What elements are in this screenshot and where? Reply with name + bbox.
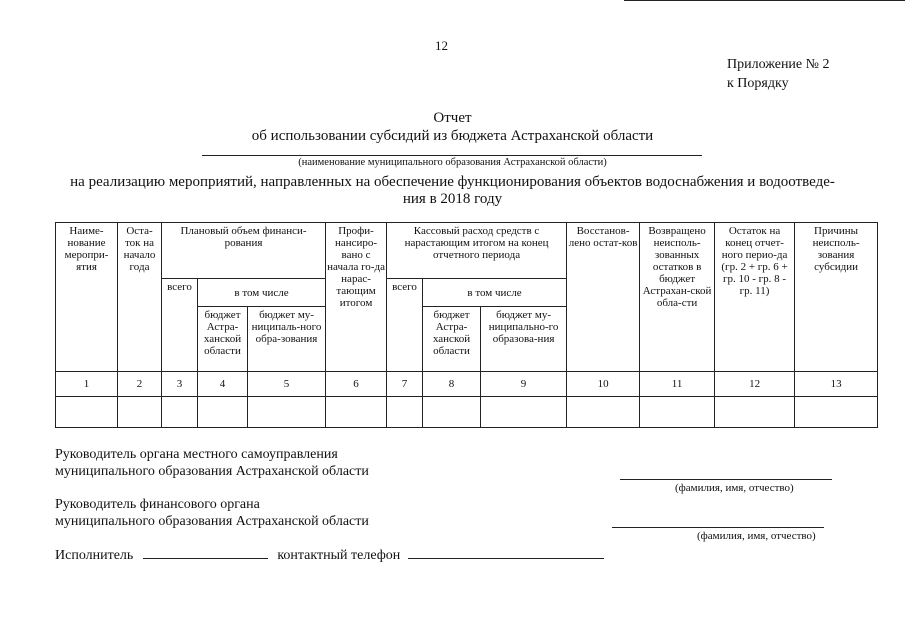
table-cell bbox=[198, 397, 248, 428]
head-local-block bbox=[55, 446, 369, 480]
phone-field bbox=[408, 545, 604, 559]
head-finance-line-2: муниципального образования Астраханской области bbox=[55, 514, 369, 529]
report-table bbox=[55, 222, 878, 428]
purpose-line-1: на реализацию мероприятий, направленных на обеспечение функционирования объектов водоснабжения и водоотведе- bbox=[70, 174, 835, 190]
municipality-hint: (наименование муниципального образования Астраханской области) bbox=[298, 157, 607, 168]
table-cell bbox=[481, 397, 567, 428]
head-local-line-2: муниципального образования Астраханской области bbox=[55, 464, 369, 479]
head-finance-hint: (фамилия, имя, отчество) bbox=[697, 530, 816, 542]
table-cell bbox=[56, 397, 118, 428]
appendix-line-1: Приложение № 2 bbox=[727, 57, 830, 72]
header-cash-including: в том числе bbox=[423, 279, 567, 307]
head-local-line-1: Руководитель органа местного самоуправления bbox=[55, 447, 338, 462]
executor-name-field bbox=[143, 545, 268, 559]
top-rule bbox=[624, 0, 905, 1]
page-number: 12 bbox=[435, 38, 448, 53]
column-number: 12 bbox=[715, 372, 795, 397]
column-numbers-row bbox=[56, 372, 878, 397]
column-number: 7 bbox=[387, 372, 423, 397]
column-number: 1 bbox=[56, 372, 118, 397]
header-reasons: Причины неисполь-зования субсидии bbox=[795, 223, 878, 372]
header-returned: Возвращено неисполь-зованных остатков в бюджет Астрахан-ской обла-сти bbox=[640, 223, 715, 372]
column-number: 4 bbox=[198, 372, 248, 397]
header-name: Наиме-нование меропри-ятия bbox=[56, 223, 118, 372]
header-cash-total: всего bbox=[387, 279, 423, 372]
executor-label: Исполнитель bbox=[55, 548, 134, 563]
header-restored: Восстанов-лено остат-ков bbox=[567, 223, 640, 372]
table-cell bbox=[715, 397, 795, 428]
executor-line bbox=[55, 545, 604, 564]
report-subtitle: об использовании субсидий из бюджета Астраханской области bbox=[251, 128, 654, 144]
table-cell bbox=[248, 397, 326, 428]
header-planned-regional: бюджет Астра-ханской области bbox=[198, 307, 248, 372]
appendix-note bbox=[727, 55, 830, 93]
head-finance-line-1: Руководитель финансового органа bbox=[55, 497, 260, 512]
table-cell bbox=[118, 397, 162, 428]
header-balance-start: Оста-ток на начало года bbox=[118, 223, 162, 372]
table-cell bbox=[387, 397, 423, 428]
header-balance-end: Остаток на конец отчет-ного перио-да (гр. 2 + гр. 6 + гр. 10 - гр. 8 - гр. 11) bbox=[715, 223, 795, 372]
header-funded: Профи-нансиро-вано с начала го-да нарас-тающим итогом bbox=[326, 223, 387, 372]
table-cell bbox=[795, 397, 878, 428]
head-local-signature-line bbox=[620, 479, 832, 480]
table-cell bbox=[423, 397, 481, 428]
head-finance-signature-line bbox=[612, 527, 824, 528]
table-row bbox=[56, 397, 878, 428]
column-number: 11 bbox=[640, 372, 715, 397]
column-number: 5 bbox=[248, 372, 326, 397]
table-cell bbox=[567, 397, 640, 428]
header-cash-regional: бюджет Астра-ханской области bbox=[423, 307, 481, 372]
purpose-line-2: ния в 2018 году bbox=[402, 191, 503, 207]
report-title: Отчет bbox=[433, 110, 472, 126]
column-number: 6 bbox=[326, 372, 387, 397]
header-planned-municipal: бюджет му-ниципаль-ного обра-зования bbox=[248, 307, 326, 372]
table-cell bbox=[326, 397, 387, 428]
header-cash: Кассовый расход средств с нарастающим итогом на конец отчетного периода bbox=[387, 223, 567, 279]
header-planned-total: всего bbox=[162, 279, 198, 372]
table-cell bbox=[640, 397, 715, 428]
phone-label: контактный телефон bbox=[277, 548, 401, 563]
column-number: 10 bbox=[567, 372, 640, 397]
header-planned: Плановый объем финанси-рования bbox=[162, 223, 326, 279]
column-number: 9 bbox=[481, 372, 567, 397]
header-planned-including: в том числе bbox=[198, 279, 326, 307]
report-purpose bbox=[40, 174, 865, 208]
head-local-hint: (фамилия, имя, отчество) bbox=[675, 482, 794, 494]
column-number: 13 bbox=[795, 372, 878, 397]
municipality-name-line bbox=[202, 155, 702, 156]
header-cash-municipal: бюджет му-ниципально-го образова-ния bbox=[481, 307, 567, 372]
table-cell bbox=[162, 397, 198, 428]
column-number: 3 bbox=[162, 372, 198, 397]
head-finance-block bbox=[55, 496, 369, 530]
appendix-line-2: к Порядку bbox=[727, 76, 789, 91]
column-number: 2 bbox=[118, 372, 162, 397]
column-number: 8 bbox=[423, 372, 481, 397]
